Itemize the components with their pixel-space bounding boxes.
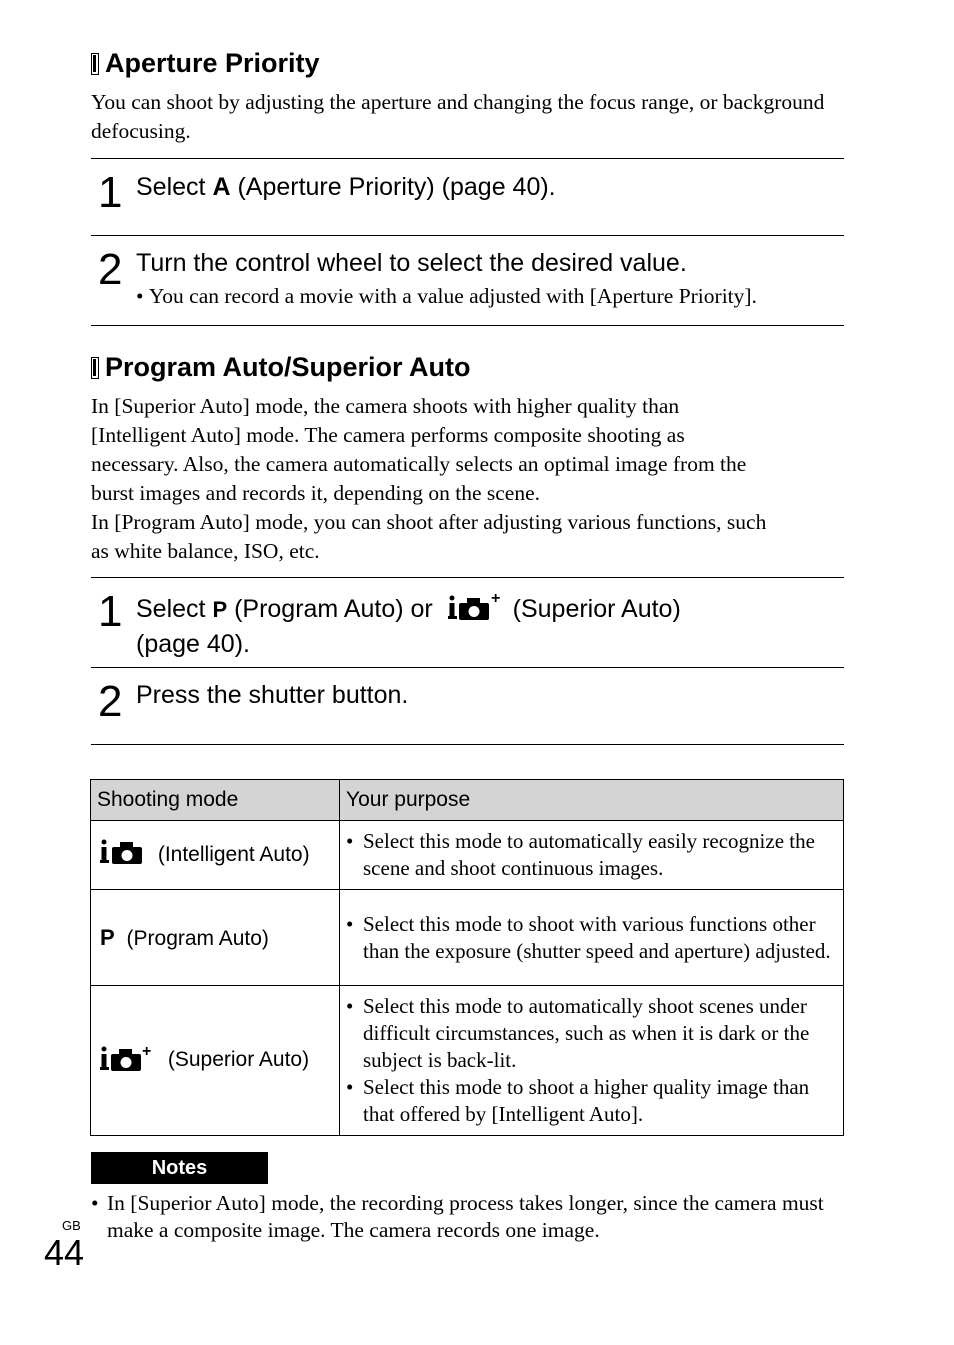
- note-item: [91, 1190, 847, 1244]
- region-code: GB: [62, 1218, 81, 1233]
- step-instruction: [136, 172, 556, 202]
- intro-line: In [Superior Auto] mode, the camera shoots with higher quality than: [91, 394, 680, 418]
- divider: [91, 744, 844, 745]
- step-text-pre: Select: [136, 173, 213, 201]
- shooting-mode-table: [90, 779, 844, 1136]
- purpose-list: [346, 993, 835, 1128]
- step-number: 1: [98, 168, 123, 217]
- note-text: In [Superior Auto] mode, the recording process takes longer, since the camera must make a composite image. The camera records one image.: [107, 1191, 824, 1242]
- step-instruction: Press the shutter button.: [136, 681, 409, 709]
- program-mode-icon: P: [100, 924, 115, 950]
- superior-auto-icon: [448, 592, 504, 629]
- purpose-list: [346, 911, 835, 965]
- purpose-item: • Select this mode to shoot with various functions other than the exposure (shutter speed and aperture) adjusted.: [346, 911, 835, 965]
- step-instruction: [136, 592, 681, 659]
- step-instruction: Turn the control wheel to select the desired value.: [136, 249, 687, 277]
- intro-line: burst images and records it, depending on the scene.: [91, 481, 540, 505]
- table-row: [91, 986, 844, 1136]
- purpose-item: • Select this mode to shoot a higher quality image than that offered by [Intelligent Auto].: [346, 1074, 835, 1128]
- step-text-mid: (Program Auto) or: [227, 595, 440, 624]
- heading-marker-icon: [91, 357, 99, 379]
- section-heading-program-auto: [91, 352, 471, 383]
- table-row: [91, 821, 844, 890]
- intro-line: necessary. Also, the camera automatically selects an optimal image from the: [91, 452, 747, 476]
- step-number: 1: [98, 587, 123, 636]
- intro-line: [Intelligent Auto] mode. The camera performs composite shooting as: [91, 423, 685, 447]
- divider: [91, 577, 844, 578]
- purpose-item: • Select this mode to automatically shoot scenes under difficult circumstances, such as when it is dark or the subject is back-lit.: [346, 993, 835, 1074]
- purpose-item: • Select this mode to automatically easily recognize the scene and shoot continuous images.: [346, 828, 835, 882]
- mode-cell: [91, 890, 340, 986]
- purpose-list: [346, 828, 835, 882]
- purpose-cell: [340, 890, 844, 986]
- intelligent-auto-icon: [100, 838, 144, 872]
- bullet-icon: •: [136, 284, 149, 308]
- mode-label: (Intelligent Auto): [157, 842, 310, 866]
- section-title: Aperture Priority: [105, 48, 320, 78]
- program-mode-icon: P: [212, 597, 228, 623]
- divider: [91, 667, 844, 668]
- section-intro: You can shoot by adjusting the aperture and changing the focus range, or background defocusing.: [91, 90, 825, 143]
- table-row: [91, 890, 844, 986]
- divider: [91, 235, 844, 236]
- step-text-post: (Aperture Priority) (page 40).: [230, 173, 556, 201]
- divider: [91, 325, 844, 326]
- purpose-cell: [340, 986, 844, 1136]
- mode-cell: [91, 821, 340, 890]
- step-text-post: (Superior Auto): [505, 595, 681, 624]
- step-text-line2: (page 40).: [136, 630, 250, 658]
- aperture-mode-icon: A: [212, 173, 231, 201]
- notes-label: Notes: [91, 1152, 268, 1184]
- divider: [91, 158, 844, 159]
- step-text-pre: Select: [136, 595, 213, 624]
- svg-text:+: +: [490, 592, 501, 607]
- table-header: Your purpose: [340, 780, 844, 821]
- table-header: Shooting mode: [91, 780, 340, 821]
- intro-line: as white balance, ISO, etc.: [91, 539, 320, 563]
- svg-text:+: +: [142, 1042, 152, 1060]
- section-heading-aperture-priority: [91, 48, 320, 79]
- step-number: 2: [98, 245, 123, 294]
- purpose-cell: [340, 821, 844, 890]
- bullet-text: You can record a movie with a value adjusted with [Aperture Priority].: [148, 284, 757, 308]
- section-intro: [91, 392, 846, 566]
- heading-marker-icon: [91, 53, 99, 75]
- table-header-row: [91, 780, 844, 821]
- section-title: Program Auto/Superior Auto: [105, 352, 471, 382]
- page-number: 44: [44, 1232, 85, 1273]
- superior-auto-icon: [100, 1043, 154, 1079]
- mode-label: (Superior Auto): [167, 1048, 310, 1072]
- intro-line: In [Program Auto] mode, you can shoot after adjusting various functions, such: [91, 510, 767, 534]
- mode-cell: [91, 986, 340, 1136]
- mode-label: (Program Auto): [126, 926, 269, 950]
- step-bullet: [136, 282, 757, 310]
- step-number: 2: [98, 677, 123, 726]
- bullet-icon: •: [91, 1191, 99, 1215]
